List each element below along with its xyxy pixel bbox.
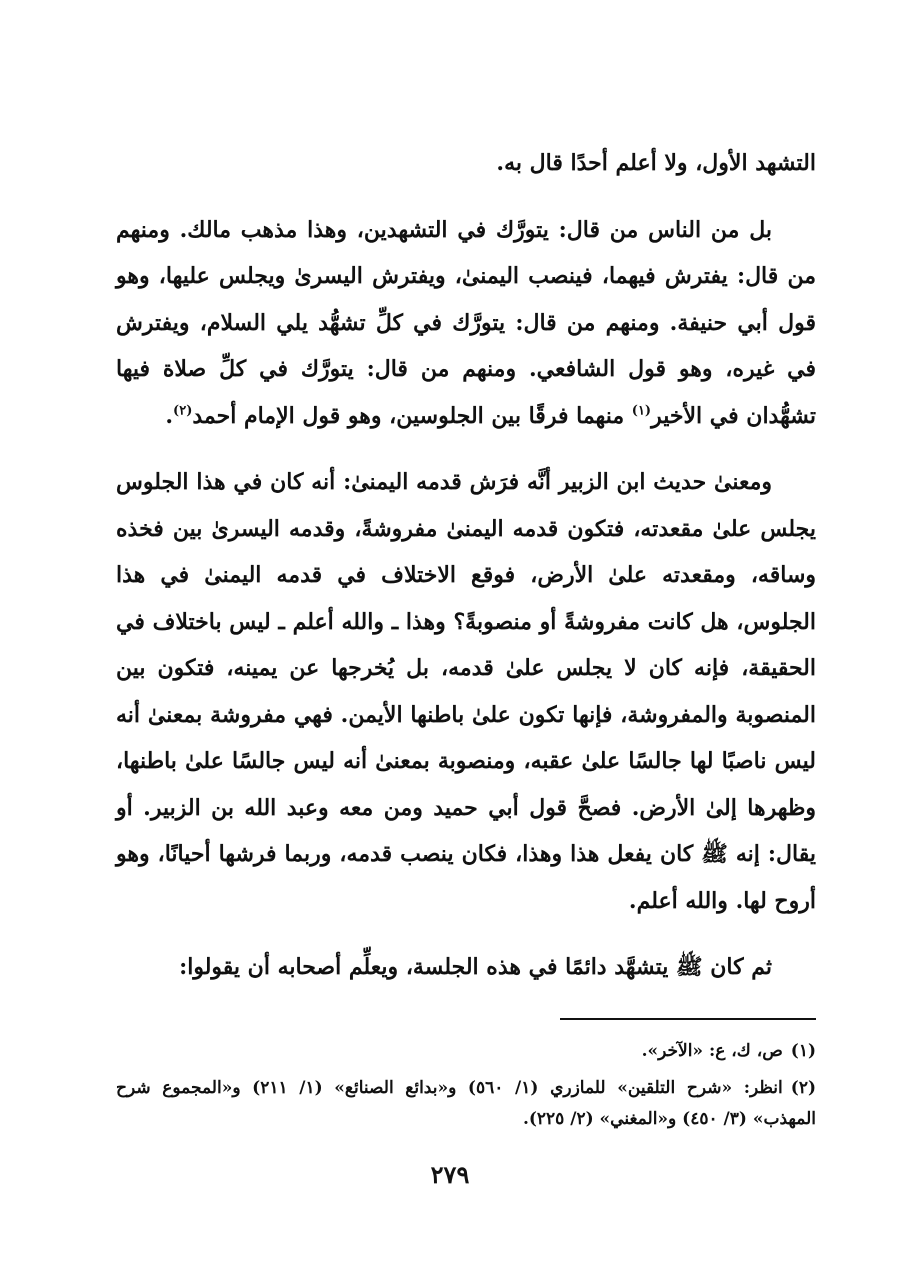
paragraph-1 [116,140,816,187]
paragraph-2-text: بل من الناس من قال: يتورَّك في التشهدين، وهذا مذهب مالك. ومنهم من قال: يفترش فيهما، فينصب اليمنىٰ، ويفترش اليسرىٰ ويجلس عليها، وهو قول أبي حنيفة. ومنهم من قال: يتورَّك في كلِّ تشهُّد يلي السلام، ويفترش في غيره، وهو قول الشافعي. ومنهم من قال: يتورَّك في كلِّ صلاة فيها تشهُّدان في الأخير [116,216,816,429]
footnotes [116,1036,816,1135]
footnote-2-text: انظر: «شرح التلقين» للمازري (١/ ٥٦٠) و«بدائع الصنائع» (١/ ٢١١) و«المجموع شرح المهذب» (٣/ ٤٥٠) و«المغني» (٢/ ٢٢٥). [116,1078,816,1129]
paragraph-1-text: التشهد الأول، ولا أعلم أحدًا قال به. [496,150,816,176]
paragraph-2-text-cont: منهما فرقًا بين الجلوسين، وهو قول الإمام أحمد [192,402,632,429]
paragraph-2-text-end: . [165,402,174,429]
footnote-2-number: (٢) [790,1078,816,1098]
page-number: ٢٧٩ [430,1160,470,1189]
paragraph-3 [116,459,816,924]
footnote-divider [560,1018,816,1020]
footnote-1 [116,1036,816,1067]
footnote-ref-2[interactable]: (٢) [173,403,193,419]
paragraph-4 [116,944,816,991]
main-text [116,140,816,991]
paragraph-3-text: ومعنىٰ حديث ابن الزبير أنَّه فرَش قدمه اليمنىٰ: أنه كان في هذا الجلوس يجلس علىٰ مقعدته، فتكون قدمه اليمنىٰ مفروشةً، وقدمه اليسرىٰ بين فخذه وساقه، ومقعدته علىٰ الأرض، فوقع الاختلاف في قدمه اليمنىٰ في هذا الجلوس، هل كانت مفروشةً أو منصوبةً؟ وهذا ـ والله أعلم ـ ليس باختلاف في الحقيقة، فإنه كان لا يجلس علىٰ قدمه، بل يُخرجها عن يمينه، فتكون بين المنصوبة والمفروشة، فإنها تكون علىٰ باطنها الأيمن. فهي مفروشة بمعنىٰ أنه ليس ناصبًا لها جالسًا علىٰ عقبه، ومنصوبة بمعنىٰ أنه ليس جالسًا علىٰ باطنها، وظهرها إلىٰ الأرض. فصحَّ قول أبي حميد ومن معه وعبد الله بن الزبير. أو يقال: إنه ﷺ كان يفعل هذا وهذا، فكان ينصب قدمه، وربما فرشها أحيانًا، وهو أروح لها. والله أعلم. [116,469,816,914]
footnote-2 [116,1073,816,1135]
footnote-ref-1[interactable]: (١) [631,403,652,419]
footnote-1-number: (١) [790,1041,816,1061]
footnote-1-text: ص، ك، ع: «الآخر». [641,1041,783,1061]
paragraph-4-text: ثم كان ﷺ يتشهَّد دائمًا في هذه الجلسة، ويعلِّم أصحابه أن يقولوا: [179,954,772,980]
paragraph-2 [116,207,816,440]
